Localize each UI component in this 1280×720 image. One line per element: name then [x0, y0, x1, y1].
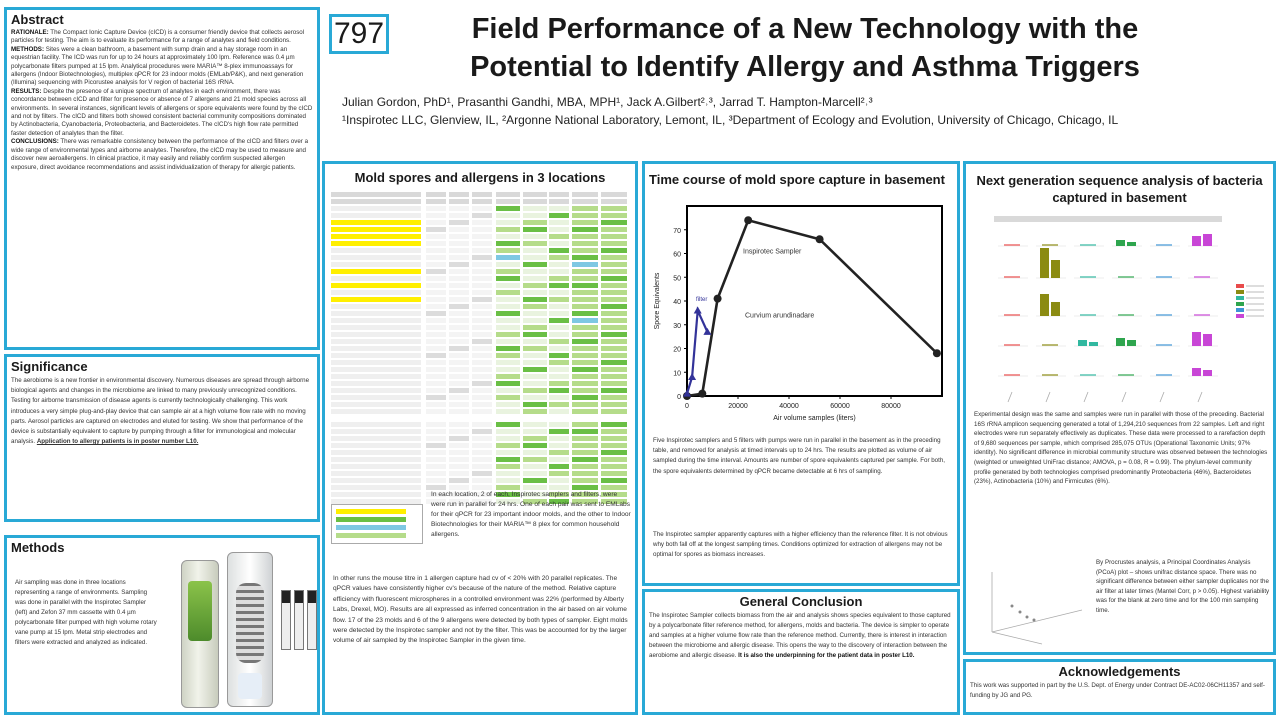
x-axis-label: Air volume samples (liters) [773, 415, 856, 422]
x-tick-label: 0 [685, 403, 689, 410]
table-row [331, 220, 631, 226]
table-row [331, 402, 631, 408]
taxa-bar [1156, 244, 1172, 246]
time-course-heading: Time course of mold spore capture in basement [649, 172, 945, 187]
table-row [331, 374, 631, 380]
series-line [687, 220, 937, 396]
taxa-bar [1004, 374, 1020, 376]
legend-swatch [1236, 296, 1244, 300]
significance-panel [4, 354, 320, 522]
annotation-mold-species: Curvium arundinadare [745, 312, 815, 320]
plot-frame [687, 206, 942, 396]
time-course-text-1: Five Inspirotec samplers and 5 filters with pumps were run in parallel in the basement as in the preceding table, and removed for analysis at timed intervals up to 24 hrs. The results are plotted as volume of air sampled during the time interval. Amounts are number of spore equivalents captured per sample. For both, the spore equivalents determined by qPCR became detectable at 6 hrs of sampling. [653, 437, 945, 475]
table-row [331, 269, 631, 275]
taxa-bar [1004, 344, 1020, 346]
y-tick-label: 50 [673, 275, 681, 283]
taxa-bar [1156, 276, 1172, 278]
table-row [331, 304, 631, 310]
table-row [331, 325, 631, 331]
x-tick-label: 20000 [728, 403, 748, 410]
legend-swatch [1236, 284, 1244, 288]
taxa-bar [1203, 370, 1212, 376]
table-row [331, 192, 631, 198]
table-row [331, 353, 631, 359]
table-row [331, 457, 631, 463]
taxa-bar [1116, 240, 1125, 246]
significance-body: The aerobiome is a new frontier in environmental discovery. Numerous diseases are spread through airborne biological agents and changes in the microbiome are linked to many previously unrecognized conditions. Testing for airborne transmission of disease agents is currently technologically challenging. This work introduces a very simple plug-and-play device that can sample air at a high volume flow rate with no moving parts. Aerosol particles are captured on electrodes and eluted for testing. We show that performance of the device is substantially equivalent to capture by pumping through a filter for immunological and molecular analysis. [11, 377, 310, 446]
taxa-bar [1118, 314, 1134, 316]
x-axis-label-placeholder [1046, 392, 1050, 402]
data-point [714, 295, 722, 303]
abstract-panel [4, 7, 320, 350]
authors: Julian Gordon, PhD¹, Prasanthi Gandhi, MBA, MPH¹, Jack A.Gilbert²˒³, Jarrad T. Hampton-Marcell²˒³ [342, 95, 873, 109]
facet-header [994, 216, 1222, 222]
table-row [331, 248, 631, 254]
results-label: RESULTS: [11, 87, 42, 95]
table-row [331, 255, 631, 261]
legend-swatch [1236, 308, 1244, 312]
taxa-bar [1192, 368, 1201, 376]
taxa-bar [1080, 276, 1096, 278]
taxa-bar [1051, 302, 1060, 316]
legend-swatch [1236, 314, 1244, 318]
x-axis-label-placeholder [1008, 392, 1012, 402]
abstract-heading: Abstract [11, 12, 64, 27]
conclusion-heading: General Conclusion [739, 594, 863, 609]
x-axis-label-placeholder [1198, 392, 1202, 402]
x-axis-label-placeholder [1122, 392, 1126, 402]
taxa-bar [1127, 242, 1136, 246]
conclusion-text [645, 611, 957, 661]
data-point [744, 216, 752, 224]
taxa-bar [1051, 260, 1060, 278]
y-tick-label: 10 [673, 370, 681, 378]
table-row [331, 297, 631, 303]
table-legend-swatches [331, 504, 423, 544]
table-row [331, 429, 631, 435]
acknowledgements-heading: Acknowledgements [1058, 664, 1181, 679]
table-row [331, 241, 631, 247]
table-row [331, 227, 631, 233]
x-axis-label-placeholder [1160, 392, 1164, 402]
affiliations: ¹Inspirotec LLC, Glenview, IL, ²Argonne National Laboratory, Lemont, IL, ³Department of Ecology and Evolution, University of Chicago, Chicago, IL [342, 113, 1119, 127]
data-point [703, 328, 711, 335]
ngs-panel [963, 161, 1276, 655]
taxa-bar [1116, 338, 1125, 346]
y-axis-label: Spore Equivalents [654, 272, 661, 330]
table-row [331, 381, 631, 387]
table-row [331, 283, 631, 289]
data-point [688, 373, 696, 380]
table-row [331, 360, 631, 366]
table-row [331, 436, 631, 442]
table-row [331, 339, 631, 345]
table-row [331, 234, 631, 240]
results-text: Despite the presence of a unique spectrum of analytes in each environment, there was concordance between cICD and filter for presence or absence of 7 allergens and 21 mold species across all environments. In several instances, significant levels of allergens or spore equivalents were found by the cICD and not by filters. The cICD and filters both showed consistent bacterial community compositions dominated by Actinobacteria, Cyanobacteria, Proteobacteria, and Bacteroidetes. The cICD's high flow rate permitted faster detection of analytes than the filter. [11, 87, 313, 137]
conclusion-body: The Inspirotec Sampler collects biomass from the air and analysis shows species equivalent to those captured by a polycarbonate filter reference method, for allergens, molds and bacteria. The device is simpler to operate and samples at a higher volume flow rate than the reference method. Currently, there is interest in interaction between the microbiome and allergic disease. This opens the way to the discovery of interaction between the aerobiome and allergic disease. [649, 612, 951, 659]
taxa-bar [1156, 344, 1172, 346]
methods-panel [4, 535, 320, 715]
acknowledgements-text: This work was supported in part by the U.S. Dept. of Energy under Contract DE-AC02-06CH11357 and self-funding by JG and PG. [970, 682, 1265, 699]
taxa-bar [1192, 236, 1201, 246]
data-point [816, 235, 824, 243]
data-point [683, 390, 691, 397]
taxa-bar [1089, 342, 1098, 346]
conclusion-highlight: It is also the underpinning for the patient data in poster L10. [738, 652, 915, 659]
conclusion-panel [642, 589, 960, 715]
opened-sampler-image [227, 552, 273, 707]
table-row [331, 262, 631, 268]
mold-text: In other runs the mouse titre in 1 allergen capture had cv of < 20% with 20 parallel replicates. The qPCR values have consistently higher cv's because of the nature of the method. Relative capture efficiency with fluorescent microspheres in a controlled environment was 22% (performed by Alberty Labs, Drexel, MO). Results are all expressed as inferred concentration in the air based on air volume flow. 17 of the 23 molds and 6 of the 9 allergens were detected by both types of sampler. Eight molds were detected by the Inspirotec sampler and not by the filter. This was be accounted for by the larger volume of air sampled by the Inspirotec Sampler in the given time. [333, 575, 628, 645]
mold-heading: Mold spores and allergens in 3 locations [354, 170, 606, 185]
table-row [331, 450, 631, 456]
significance-heading: Significance [11, 359, 88, 374]
x-tick-label: 40000 [779, 403, 799, 410]
methods-text: Air sampling was done in three locations representing a range of environments. Sampling was done in parallel with the Inspirotec Sampler (left) and Zefon 37 mm cassette with 0.4 µm polycarbonate filter pumped with high volume rotary vane pump at 15 lpm. Metal strip electrodes and filters were extracted and analyzed as indicated. [15, 579, 157, 646]
pcoa-text: By Procrustes analysis, a Principal Coordinates Analysis (PCoA) plot – shows unifrac distance space. There was no significant difference between either sampler duplicates nor the air filter at later times (Mantel Corr, p > 0.05). Highest variability was for the blank at zero time and for the 100 min sampling time. [1096, 559, 1270, 614]
taxa-bar [1203, 234, 1212, 246]
data-point [698, 390, 706, 398]
mold-legend-text: In each location, 2 of each, Inspirotec samplers and filters, were were run in parallel for 24 hrs. One of each pair was sent to EMLabs for their qPCR for 23 important indoor molds, and the other to Indoor Biotechnologies for their MARIA™ 8 plex for common household allergens. [431, 491, 631, 538]
table-row [331, 199, 631, 205]
table-row [331, 464, 631, 470]
data-point [694, 307, 702, 314]
taxa-bar [1118, 276, 1134, 278]
methods-abstract-text: Sites were a clean bathroom, a basement with sump drain and a hay storage room in an equestrian facility. The ICD was run for up to 24 hours at approximately 100 lpm. Reference was 0.4 µm polycarbonate filters pumped at 15 lpm. Analytical procedures were MARIA™ 8-plex immunoassays for allergens (Indoor Biotechnologies), multiplex qPCR for 23 indoor molds (EMLab/P&K), and next generation (Illumina) sequencing with Picorustee analysis for V region of bacterial 16S rRNA. [11, 45, 304, 87]
conclusions-text: There was remarkable consistency between the performance of the cICD and filters over a wide range of environmental types and airborne analytes. Therefore, the cICD may be used to measure and discover new aeroallergens. In clinical practice, it may easily and reliably confirm suspected allergen exposure, direct avoidance recommendations and assist individualization of therapy for allergic patients. [11, 138, 309, 171]
acknowledgements-panel [963, 659, 1276, 715]
y-tick-label: 30 [673, 322, 681, 330]
conclusions-label: CONCLUSIONS: [11, 138, 59, 146]
title-line-1: Field Performance of a New Technology with the [471, 13, 1139, 45]
title-line-2: Potential to Identify Allergy and Asthma Triggers [470, 51, 1140, 83]
table-row [331, 318, 631, 324]
legend-swatch [1236, 302, 1244, 306]
significance-highlight: Application to allergy patients is in poster number L10. [36, 438, 199, 446]
taxa-bar [1118, 374, 1134, 376]
taxa-bar [1004, 244, 1020, 246]
mold-panel [322, 161, 638, 715]
taxa-bar [1080, 374, 1096, 376]
table-row [331, 290, 631, 296]
table-row [331, 478, 631, 484]
x-tick-label: 80000 [881, 403, 901, 410]
taxa-bar [1080, 244, 1096, 246]
ngs-text: Experimental design was the same and samples were run in parallel with those of the preceding. Bacterial 16S rRNA amplicon sequencing generated a total of 1,294,210 sequences from 22 samples. Left and right electrodes were run separately effectively as duplicates. These data were processed to a rarefaction depth of 9,680 sequences per sample, which comprised 285,075 OTUs (Operational Taxonomic Units; 97% identity). No significant difference in microbial community structure was observed between the technologies (weighted or unweighted UniFrac distance; AMOVA, p = 0.08, R = 0.99). The phylum-level community profile generated by both technologies comprised predominantly Proteobacteria (46%), Bacteroidetes (23%), Actinobacteria (10%) and Firmicutes (6%). [974, 411, 1268, 486]
table-row [331, 409, 631, 415]
x-tick-label: 60000 [830, 403, 850, 410]
taxa-bar [1004, 314, 1020, 316]
taxa-bar [1042, 244, 1058, 246]
table-row [331, 311, 631, 317]
annotation-inspirotec: Inspirotec Sampler [743, 248, 802, 256]
table-row [331, 471, 631, 477]
taxa-bar [1040, 294, 1049, 316]
poster-number: 797 [329, 14, 389, 54]
table-row [331, 276, 631, 282]
table-row [331, 388, 631, 394]
inspirotec-sampler-image [181, 560, 219, 708]
rationale-label: RATIONALE: [11, 29, 49, 36]
time-course-panel [642, 161, 960, 586]
y-tick-label: 0 [677, 394, 681, 401]
taxa-bar [1156, 314, 1172, 316]
taxa-bar [1042, 374, 1058, 376]
x-axis-label-placeholder [1084, 392, 1088, 402]
poster-title [400, 10, 1210, 86]
table-row [331, 367, 631, 373]
time-course-text-2: The Inspirotec sampler apparently captures with a higher efficiency than the reference filter. It is not obvious why both fall off at the longest sampling times. Conditions optimized for extraction of allergens may not be optimal for spores as biomass increases. [653, 531, 948, 559]
table-row [331, 395, 631, 401]
time-course-chart [649, 194, 954, 429]
data-point [933, 349, 941, 357]
sampler-photo [175, 550, 320, 710]
table-row [331, 206, 631, 212]
taxa-bar [1192, 332, 1201, 346]
y-tick-label: 40 [673, 299, 681, 306]
annotation-filter: filter [696, 297, 708, 303]
rationale-text: The Compact Ionic Capture Device (cICD) is a consumer friendly device that collects aerosol particles for testing. The aim is to evaluate its performance for a range of analytes and field conditions. [11, 29, 305, 45]
methods-label: METHODS: [11, 45, 44, 53]
taxa-bar [1042, 344, 1058, 346]
taxa-bar-chart [972, 214, 1272, 409]
significance-text [7, 376, 317, 447]
taxa-bar [1080, 314, 1096, 316]
filter-cassette-image [281, 590, 317, 660]
taxa-bar [1203, 334, 1212, 346]
taxa-bar [1040, 248, 1049, 278]
table-row [331, 332, 631, 338]
table-row [331, 213, 631, 219]
table-row [331, 346, 631, 352]
abstract-text [7, 29, 317, 172]
taxa-bar [1194, 314, 1210, 316]
y-tick-label: 60 [673, 251, 681, 259]
taxa-bar [1004, 276, 1020, 278]
taxa-bar [1127, 340, 1136, 346]
taxa-bar [1156, 374, 1172, 376]
y-tick-label: 20 [673, 346, 681, 354]
taxa-bar [1194, 276, 1210, 278]
y-tick-label: 70 [673, 227, 681, 235]
methods-heading: Methods [11, 540, 65, 555]
table-row [331, 422, 631, 428]
taxa-bar [1078, 340, 1087, 346]
pcoa-plot [972, 562, 1090, 647]
ngs-heading: Next generation sequence analysis of bacteria captured in basement [976, 173, 1263, 205]
table-row [331, 443, 631, 449]
legend-swatch [1236, 290, 1244, 294]
